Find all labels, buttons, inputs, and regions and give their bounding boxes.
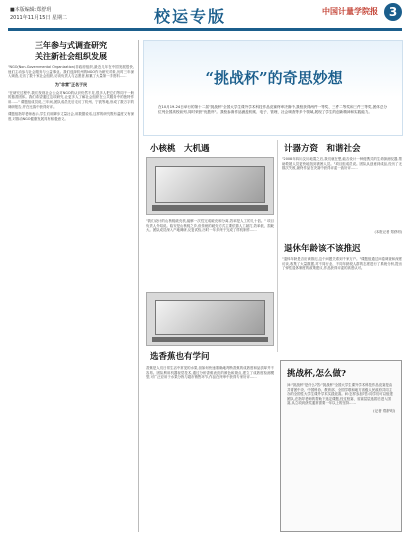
masthead-rule (8, 28, 402, 31)
left-body-1: "NGO(Non-Governmental Organization)非政府组织,最近几年在中国发展很快,他们主动参与社会服务与公益事业。我们选择杭州的NGO作为研究对象,历时三年深入调查,走访了数十家社会组织,访谈负责人与志愿者,积累了大量第一手资料…… (8, 65, 134, 79)
editor-line: ■本版编辑:郑舒玥 (10, 7, 52, 13)
device-body (155, 300, 266, 334)
banner-title: “挑战杯”的奇思妙想 (205, 69, 343, 87)
left-column-article (8, 40, 134, 532)
machine-body (155, 166, 266, 203)
device-base (152, 337, 268, 342)
article-body-instrument: "2008年四川汶川地震之后,我们就在想,能否设计一种便携式的生命探测仪器,帮助救援人员更快地找到被困人员。"项目组成员说。团队从创意到成品,经历了无数次失败,最终作品在决赛中获得评委一致好评…… (282, 157, 402, 171)
machine-base (152, 205, 268, 211)
banner-intro: 在10月19-24日举行的第十二届"挑战杯"全国大学生课外学术科技作品竞赛终审决赛中,我校获得两件一等奖、三件二等奖和三件三等奖,团体总分位列全国高校前列,同时荣获"优胜杯"。我校参赛作品涵盖机械、电子、管理、社会调查等多个领域,展现了学生的创新精神和实践能力。 (158, 105, 388, 114)
left-body-2: "在研究过程中,我们发现社会公众对NGO的认识仍然不足,很多人把它们等同于一般的慈善团体。我们希望通过这项研究,让更多人了解社会组织在公共服务中的独特作用……" 课题组成员说,三年间,团队成员先后走访了杭州、宁波等地,形成了数万字的调研报告,并在比赛中获得好评。 (8, 90, 134, 109)
article-headline-walnut: 小核桃 大机遇 (150, 144, 210, 154)
paper-name: 中国计量学院报 (322, 6, 378, 16)
walnut-machine-photo (146, 157, 274, 215)
left-headline-line1: 三年参与式调查研究 (35, 40, 107, 50)
center-gutter (277, 140, 278, 352)
article-headline-instrument: 计器方资 和谐社会 (284, 144, 361, 154)
challenge-cup-sidebar (280, 360, 402, 532)
sidebar-body: 问:"挑战杯"是什么?答:"挑战杯"全国大学生课外学术科技作品竞赛是由共青团中央、中国科协、教育部、全国学联和地方省级人民政府共同主办的全国性大学生课外学术实践竞赛。问:怎样参加?答:同学们可以组建团队,在指导老师的帮助下选定课题,经过校赛、省赛层层选拔后进入国赛,从立项到获奖通常需要一年以上的坚持…… (287, 383, 393, 406)
page-number-badge: 3 (384, 3, 402, 21)
column-divider (138, 40, 139, 532)
walnut-device-photo (146, 292, 274, 346)
article-headline-retirement: 退休年龄该不该推迟 (284, 244, 361, 254)
article-headline-banana: 选香蕉也有学问 (150, 352, 210, 362)
article-body-retirement: "退休年龄是否应该推迟,这个问题关系到千家万户。"课题组通过问卷调查和深度访谈,收集了大量数据,对不同行业、不同年龄段人群的态度进行了系统分析,提出了弹性退休制度的政策建议,作品获得评委的高度认可。 (282, 257, 402, 271)
left-subhead: 为"非营"正名于民 (54, 81, 88, 87)
article-author-instrument: (本报记者 郑舒玥) (374, 230, 402, 234)
section-title: 校运专版 (154, 7, 227, 26)
sidebar-author: (记者 郑舒玥) (373, 408, 395, 413)
sidebar-title: 挑战杯,怎么做? (287, 369, 346, 379)
issue-date: 2011年11月15日 星期二 (10, 15, 68, 21)
left-body-3: 课题组指导老师表示,学生们用脚步丈量社会,用数据说话,这样的研究既有温度又有深度,对推动NGO健康发展具有积极意义。 (8, 112, 134, 121)
left-headline-line2: 关注新社会组织发展 (35, 51, 107, 61)
article-body-walnut: "我们设计的山核桃破壳机,能够一次性完成破壳和分离,效率是人工的几十倍。" 项目负责人介绍说。临安是山核桃之乡,但传统的破壳方式主要依靠人工敲打,效率低、损耗大。团队成员深入产地调研,反复试验,历时一年多终于完成了样机制作…… (146, 219, 274, 233)
feature-banner (143, 40, 403, 136)
masthead (0, 0, 410, 36)
article-body-banana: 香蕉是人们日常生活中常见的水果,但如何快速准确地判断香蕉的成熟度和品质却并不容易。团队利用机器视觉技术,通过分析香蕉表皮的颜色和斑点,建立了成熟度检测模型,可广泛应用于水果分拣与超市销售环节,作品在终审中获得专家好评…… (146, 366, 274, 380)
